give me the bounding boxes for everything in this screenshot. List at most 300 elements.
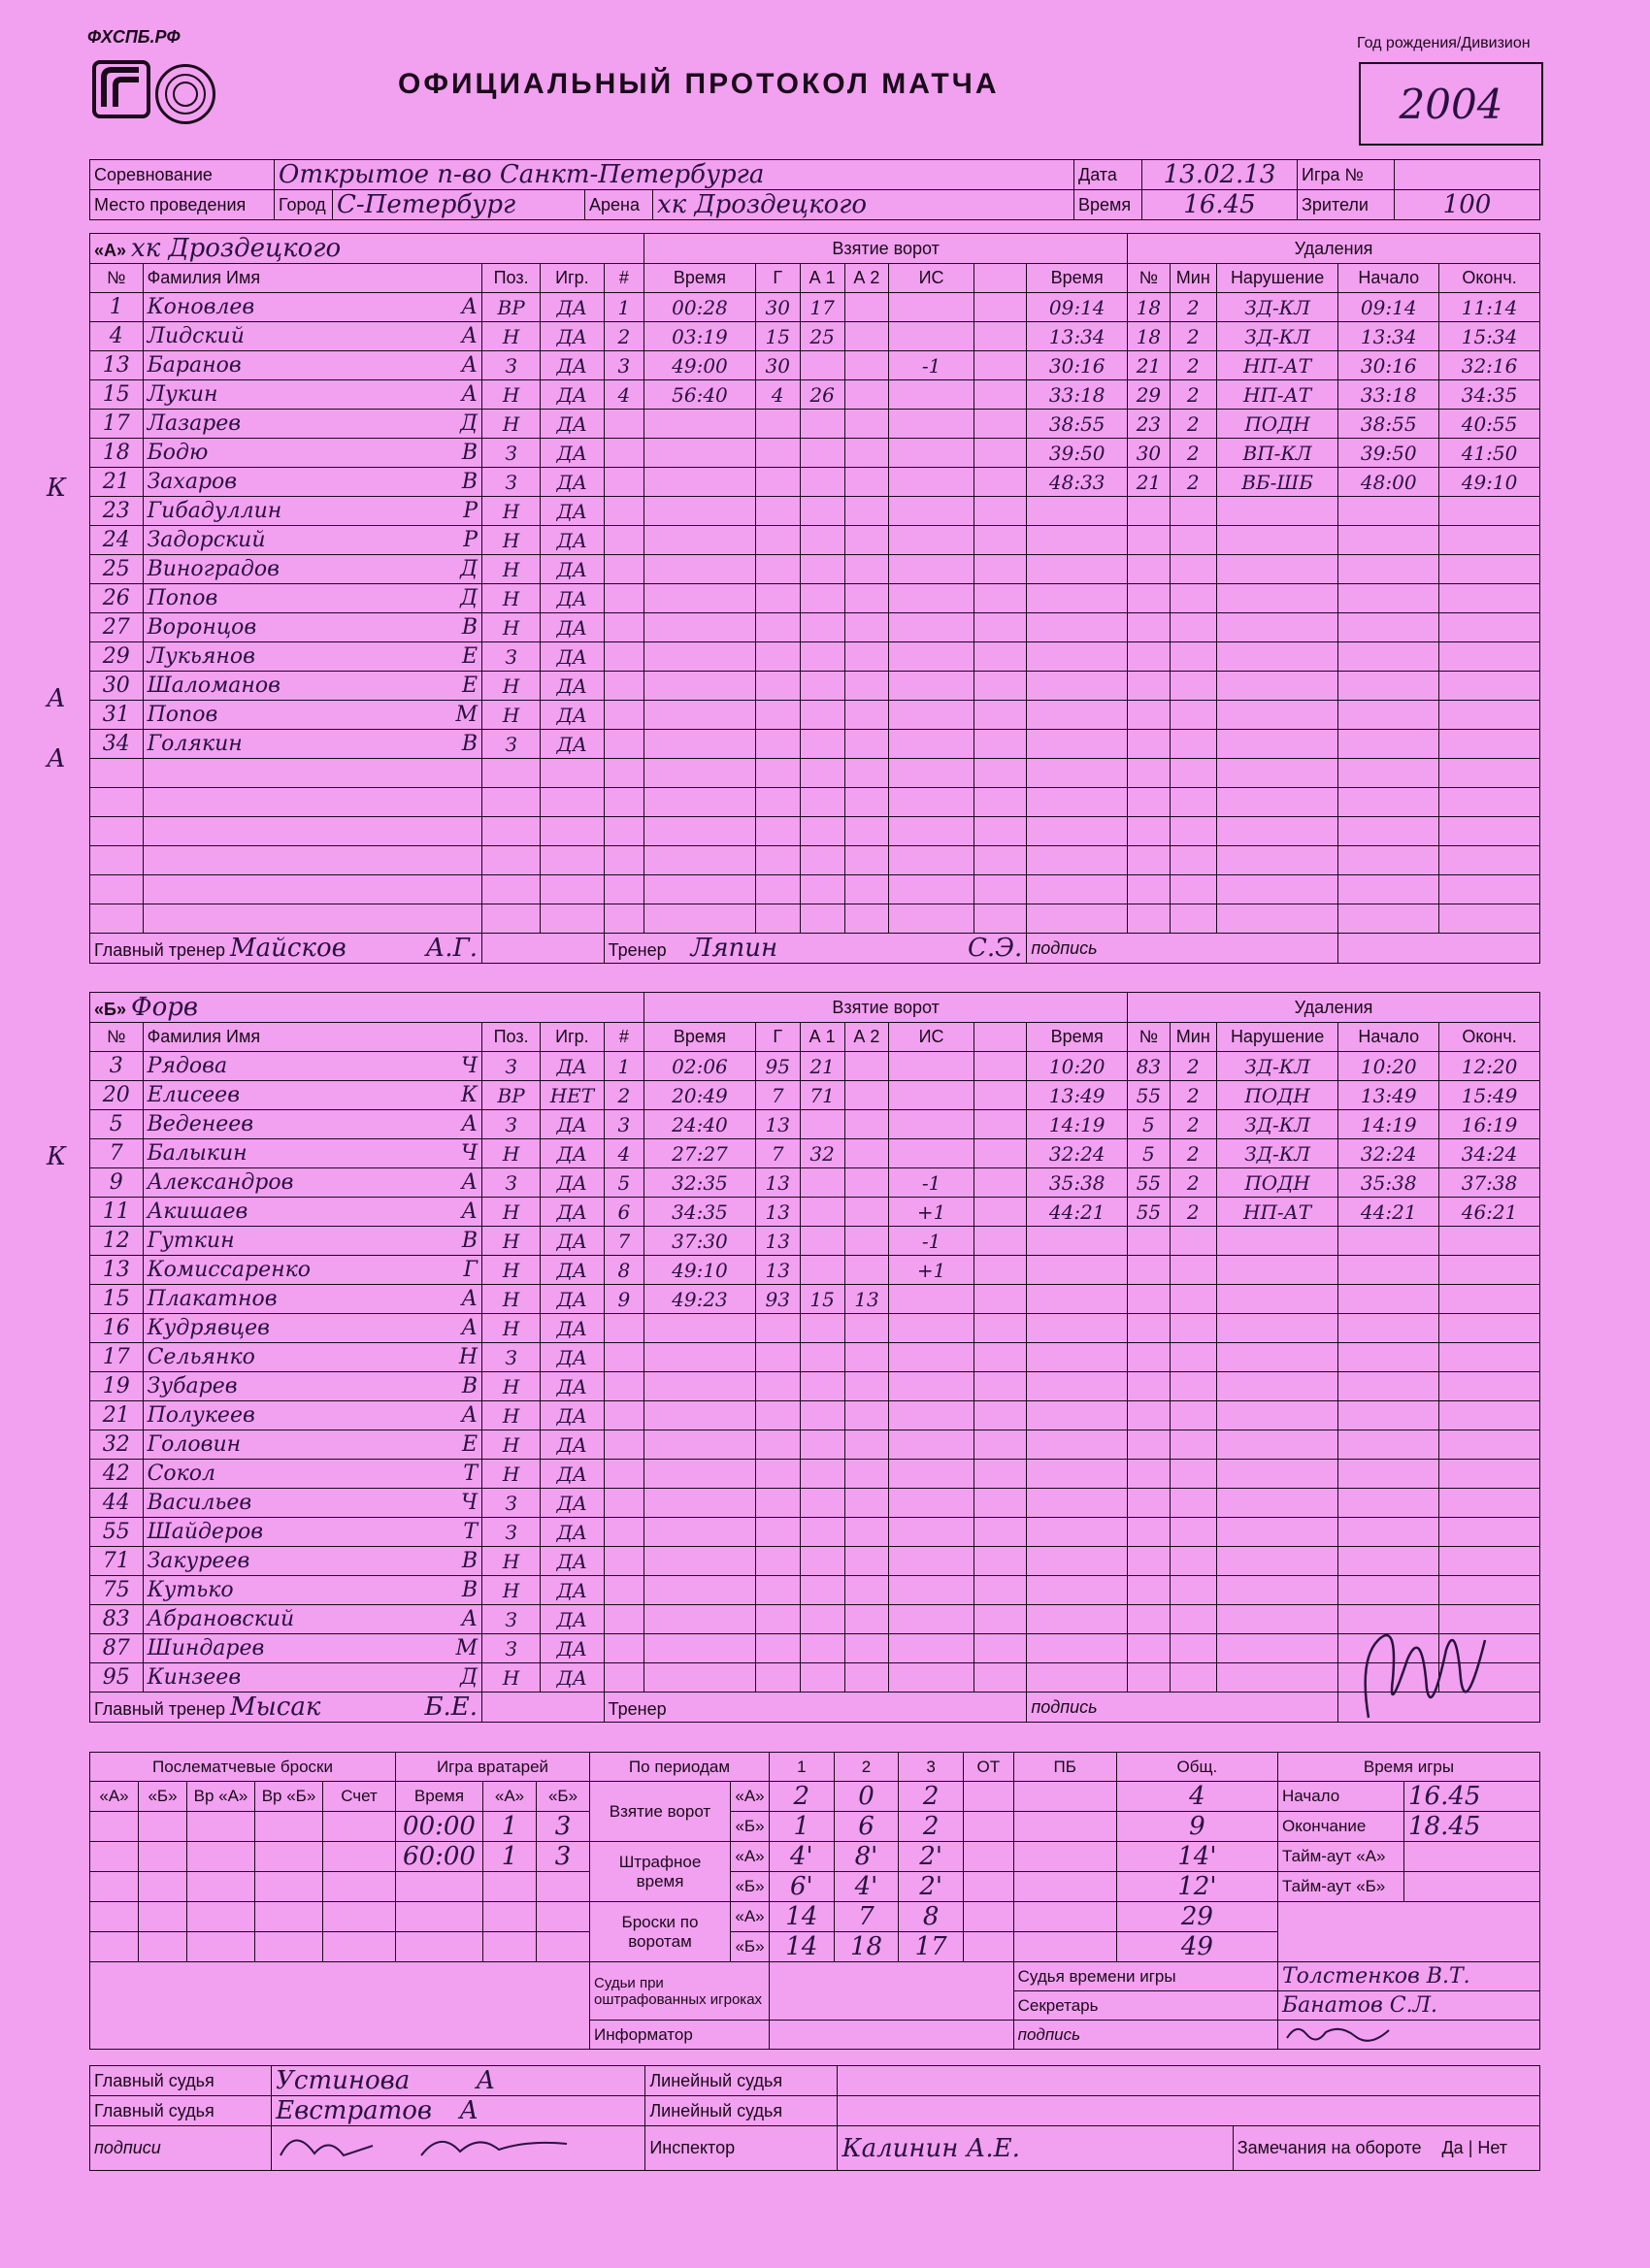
player-name-cell[interactable] — [143, 1460, 481, 1489]
goal-assist-2[interactable] — [844, 322, 889, 351]
player-number[interactable]: 71 — [90, 1547, 144, 1576]
goals-a-p3[interactable]: 2 — [899, 1782, 964, 1812]
inspector-field[interactable]: Калинин А.Е. — [838, 2126, 1233, 2171]
player-played[interactable]: ДА — [541, 672, 605, 701]
penalty-start[interactable]: 10:20 — [1338, 1052, 1439, 1081]
penalty-violation[interactable]: ВБ-ШБ — [1216, 468, 1338, 497]
line-ref-2-field[interactable] — [838, 2096, 1540, 2126]
player-number[interactable]: 95 — [90, 1663, 144, 1693]
player-played[interactable]: ДА — [541, 1547, 605, 1576]
goal-scorer[interactable]: 13 — [755, 1256, 800, 1285]
penalty-start[interactable]: 30:16 — [1338, 351, 1439, 380]
player-name-cell[interactable] — [143, 1139, 481, 1168]
pen-b-p1[interactable]: 6' — [770, 1872, 835, 1902]
penalty-end[interactable]: 15:34 — [1439, 322, 1540, 351]
goal-strength[interactable]: -1 — [889, 1227, 974, 1256]
goalie-row-time[interactable]: 00:00 — [396, 1812, 483, 1842]
player-number[interactable]: 15 — [90, 380, 144, 410]
goal-assist-1[interactable]: 15 — [800, 1285, 844, 1314]
player-number[interactable]: 19 — [90, 1372, 144, 1401]
player-name-cell[interactable] — [143, 497, 481, 526]
player-number[interactable]: 1 — [90, 293, 144, 322]
penalty-start[interactable]: 44:21 — [1338, 1198, 1439, 1227]
player-played[interactable]: ДА — [541, 1518, 605, 1547]
player-number[interactable]: 32 — [90, 1430, 144, 1460]
goal-scorer[interactable]: 95 — [755, 1052, 800, 1081]
goal-time[interactable]: 32:35 — [644, 1168, 756, 1198]
player-number[interactable]: 13 — [90, 1256, 144, 1285]
goal-assist-2[interactable] — [844, 1081, 889, 1110]
team-name-field[interactable]: хк Дроздецкого — [131, 234, 342, 263]
penalty-time[interactable]: 39:50 — [1027, 439, 1128, 468]
player-played[interactable]: ДА — [541, 1227, 605, 1256]
goal-time[interactable]: 49:23 — [644, 1285, 756, 1314]
player-position[interactable]: Н — [482, 410, 541, 439]
goal-index[interactable]: 2 — [604, 1081, 644, 1110]
player-name-cell[interactable] — [143, 410, 481, 439]
pen-a-pb[interactable] — [1013, 1842, 1116, 1872]
player-position[interactable]: Н — [482, 1576, 541, 1605]
timekeeper-field[interactable]: Толстенков В.Т. — [1278, 1962, 1540, 1991]
player-number[interactable]: 23 — [90, 497, 144, 526]
player-position[interactable]: Н — [482, 497, 541, 526]
player-number[interactable]: 42 — [90, 1460, 144, 1489]
goal-time[interactable]: 27:27 — [644, 1139, 756, 1168]
penalty-time[interactable]: 30:16 — [1027, 351, 1128, 380]
goal-assist-2[interactable] — [844, 1198, 889, 1227]
goals-b-pb[interactable] — [1013, 1812, 1116, 1842]
line-ref-1-field[interactable] — [838, 2066, 1540, 2096]
goal-assist-2[interactable] — [844, 1110, 889, 1139]
player-name-cell[interactable] — [143, 322, 481, 351]
goals-b-ot[interactable] — [963, 1812, 1013, 1842]
player-position[interactable]: З — [482, 1634, 541, 1663]
penalty-end[interactable]: 32:16 — [1439, 351, 1540, 380]
goal-index[interactable]: 5 — [604, 1168, 644, 1198]
goal-index[interactable]: 3 — [604, 1110, 644, 1139]
player-position[interactable]: Н — [482, 1401, 541, 1430]
game-number-field[interactable] — [1395, 160, 1540, 190]
goal-strength[interactable] — [889, 1139, 974, 1168]
player-number[interactable]: 18 — [90, 439, 144, 468]
penalty-violation[interactable]: ВП-КЛ — [1216, 439, 1338, 468]
player-position[interactable]: З — [482, 468, 541, 497]
goals-a-total[interactable]: 4 — [1116, 1782, 1277, 1812]
penalty-player[interactable]: 29 — [1128, 380, 1171, 410]
penalty-time[interactable]: 10:20 — [1027, 1052, 1128, 1081]
player-played[interactable]: ДА — [541, 1663, 605, 1693]
penalty-minutes[interactable]: 2 — [1170, 1168, 1216, 1198]
timeout-b-field[interactable] — [1404, 1872, 1540, 1902]
player-number[interactable]: 17 — [90, 410, 144, 439]
player-position[interactable]: Н — [482, 555, 541, 584]
penalty-time[interactable]: 33:18 — [1027, 380, 1128, 410]
player-position[interactable]: Н — [482, 322, 541, 351]
coach-signature-field[interactable] — [1338, 934, 1540, 964]
penalty-violation[interactable]: ЗД-КЛ — [1216, 1139, 1338, 1168]
goal-assist-1[interactable] — [800, 351, 844, 380]
shots-a-pb[interactable] — [1013, 1902, 1116, 1932]
player-played[interactable]: НЕТ — [541, 1081, 605, 1110]
player-position[interactable]: З — [482, 1168, 541, 1198]
penalty-minutes[interactable]: 2 — [1170, 351, 1216, 380]
penalty-end[interactable]: 46:21 — [1439, 1198, 1540, 1227]
penalty-minutes[interactable]: 2 — [1170, 1198, 1216, 1227]
player-name-cell[interactable] — [143, 1489, 481, 1518]
pen-b-p3[interactable]: 2' — [899, 1872, 964, 1902]
player-position[interactable]: Н — [482, 1139, 541, 1168]
player-played[interactable]: ДА — [541, 1634, 605, 1663]
penalty-player[interactable]: 18 — [1128, 322, 1171, 351]
goal-assist-1[interactable] — [800, 1256, 844, 1285]
penalty-time[interactable]: 13:34 — [1027, 322, 1128, 351]
player-position[interactable]: Н — [482, 1227, 541, 1256]
player-played[interactable]: ДА — [541, 322, 605, 351]
player-name-cell[interactable] — [143, 1663, 481, 1693]
goal-assist-1[interactable] — [800, 1168, 844, 1198]
goal-strength[interactable]: +1 — [889, 1198, 974, 1227]
penalty-player[interactable]: 23 — [1128, 410, 1171, 439]
player-name-cell[interactable] — [143, 1168, 481, 1198]
head-ref-2-field[interactable] — [272, 2096, 645, 2126]
penalty-end[interactable]: 12:20 — [1439, 1052, 1540, 1081]
goal-strength[interactable] — [889, 293, 974, 322]
goalie-row-time[interactable]: 60:00 — [396, 1842, 483, 1872]
goal-scorer[interactable]: 7 — [755, 1081, 800, 1110]
goal-assist-1[interactable] — [800, 1227, 844, 1256]
goal-assist-1[interactable] — [800, 1110, 844, 1139]
goal-scorer[interactable]: 13 — [755, 1198, 800, 1227]
player-played[interactable]: ДА — [541, 1198, 605, 1227]
player-number[interactable]: 87 — [90, 1634, 144, 1663]
penalty-start[interactable]: 13:49 — [1338, 1081, 1439, 1110]
goal-assist-2[interactable] — [844, 380, 889, 410]
goal-index[interactable]: 2 — [604, 322, 644, 351]
player-number[interactable]: 12 — [90, 1227, 144, 1256]
player-position[interactable]: Н — [482, 1314, 541, 1343]
player-name-cell[interactable] — [143, 1110, 481, 1139]
goal-assist-2[interactable] — [844, 1052, 889, 1081]
timeout-a-field[interactable] — [1404, 1842, 1540, 1872]
division-value[interactable]: 2004 — [1359, 62, 1543, 146]
goal-strength[interactable] — [889, 1285, 974, 1314]
player-played[interactable]: ДА — [541, 468, 605, 497]
player-name-cell[interactable] — [143, 555, 481, 584]
goalie-row-b[interactable]: 3 — [537, 1842, 590, 1872]
penalty-violation[interactable]: ПОДН — [1216, 1081, 1338, 1110]
penalty-minutes[interactable]: 2 — [1170, 1081, 1216, 1110]
goal-index[interactable]: 1 — [604, 1052, 644, 1081]
penalty-end[interactable]: 34:24 — [1439, 1139, 1540, 1168]
player-name-cell[interactable] — [143, 584, 481, 613]
player-position[interactable]: Н — [482, 380, 541, 410]
player-played[interactable]: ДА — [541, 1372, 605, 1401]
shots-b-p1[interactable]: 14 — [770, 1932, 835, 1962]
player-played[interactable]: ДА — [541, 439, 605, 468]
penalty-violation[interactable]: ЗД-КЛ — [1216, 1052, 1338, 1081]
player-name-cell[interactable] — [143, 1227, 481, 1256]
player-played[interactable]: ДА — [541, 1110, 605, 1139]
player-played[interactable]: ДА — [541, 1343, 605, 1372]
penalty-start[interactable]: 09:14 — [1338, 293, 1439, 322]
goal-time[interactable]: 49:00 — [644, 351, 756, 380]
player-name-cell[interactable] — [143, 351, 481, 380]
player-position[interactable]: Н — [482, 672, 541, 701]
player-position[interactable]: З — [482, 1605, 541, 1634]
goal-scorer[interactable]: 4 — [755, 380, 800, 410]
penalty-player[interactable]: 55 — [1128, 1168, 1171, 1198]
player-name-cell[interactable] — [143, 439, 481, 468]
player-played[interactable]: ДА — [541, 584, 605, 613]
date-field[interactable]: 13.02.13 — [1142, 160, 1298, 190]
player-number[interactable]: 7 — [90, 1139, 144, 1168]
goal-time[interactable]: 00:28 — [644, 293, 756, 322]
player-number[interactable]: 55 — [90, 1518, 144, 1547]
player-name-cell[interactable] — [143, 1401, 481, 1430]
player-position[interactable]: Н — [482, 1198, 541, 1227]
player-played[interactable]: ДА — [541, 1285, 605, 1314]
goal-scorer[interactable]: 13 — [755, 1168, 800, 1198]
player-played[interactable]: ДА — [541, 380, 605, 410]
goal-scorer[interactable]: 30 — [755, 351, 800, 380]
pen-a-ot[interactable] — [963, 1842, 1013, 1872]
goal-assist-2[interactable] — [844, 1168, 889, 1198]
goal-assist-2[interactable] — [844, 1139, 889, 1168]
player-number[interactable]: 29 — [90, 642, 144, 672]
shots-a-ot[interactable] — [963, 1902, 1013, 1932]
goal-assist-2[interactable] — [844, 1256, 889, 1285]
goal-index[interactable]: 1 — [604, 293, 644, 322]
goals-a-ot[interactable] — [963, 1782, 1013, 1812]
penalty-time[interactable]: 09:14 — [1027, 293, 1128, 322]
player-name-cell[interactable] — [143, 1518, 481, 1547]
penalty-violation[interactable]: ПОДН — [1216, 1168, 1338, 1198]
player-played[interactable]: ДА — [541, 730, 605, 759]
player-name-cell[interactable] — [143, 613, 481, 642]
goal-assist-1[interactable]: 26 — [800, 380, 844, 410]
player-name-cell[interactable] — [143, 1198, 481, 1227]
player-number[interactable]: 30 — [90, 672, 144, 701]
goal-assist-1[interactable]: 25 — [800, 322, 844, 351]
penalty-minutes[interactable]: 2 — [1170, 1052, 1216, 1081]
penalty-start[interactable]: 33:18 — [1338, 380, 1439, 410]
player-name-cell[interactable] — [143, 1430, 481, 1460]
player-position[interactable]: Н — [482, 701, 541, 730]
goalie-row-a[interactable]: 1 — [483, 1842, 537, 1872]
goalie-row-a[interactable]: 1 — [483, 1812, 537, 1842]
goal-scorer[interactable]: 93 — [755, 1285, 800, 1314]
penalty-start[interactable]: 14:19 — [1338, 1110, 1439, 1139]
shots-b-ot[interactable] — [963, 1932, 1013, 1962]
pen-a-p2[interactable]: 8' — [834, 1842, 899, 1872]
player-name-cell[interactable] — [143, 1314, 481, 1343]
goal-index[interactable]: 8 — [604, 1256, 644, 1285]
penalty-player[interactable]: 21 — [1128, 351, 1171, 380]
goal-strength[interactable] — [889, 1081, 974, 1110]
goals-a-p1[interactable]: 2 — [770, 1782, 835, 1812]
player-number[interactable]: 5 — [90, 1110, 144, 1139]
player-played[interactable]: ДА — [541, 1401, 605, 1430]
player-played[interactable]: ДА — [541, 642, 605, 672]
player-number[interactable]: 13 — [90, 351, 144, 380]
player-name-cell[interactable] — [143, 730, 481, 759]
player-name-cell[interactable] — [143, 380, 481, 410]
goal-scorer[interactable]: 7 — [755, 1139, 800, 1168]
head-coach-name[interactable]: Мысак — [230, 1693, 321, 1722]
player-number[interactable]: 17 — [90, 1343, 144, 1372]
player-number[interactable]: 25 — [90, 555, 144, 584]
penalty-minutes[interactable]: 2 — [1170, 410, 1216, 439]
penalty-violation[interactable]: НП-АТ — [1216, 1198, 1338, 1227]
player-played[interactable]: ДА — [541, 613, 605, 642]
player-name-cell[interactable] — [143, 1256, 481, 1285]
goals-b-total[interactable]: 9 — [1116, 1812, 1277, 1842]
penalty-time[interactable]: 35:38 — [1027, 1168, 1128, 1198]
player-position[interactable]: Н — [482, 1285, 541, 1314]
player-name-cell[interactable] — [143, 526, 481, 555]
player-position[interactable]: Н — [482, 526, 541, 555]
player-position[interactable]: Н — [482, 1372, 541, 1401]
player-played[interactable]: ДА — [541, 410, 605, 439]
penalty-minutes[interactable]: 2 — [1170, 1139, 1216, 1168]
team-name-field[interactable]: Форв — [130, 993, 198, 1022]
player-played[interactable]: ДА — [541, 1052, 605, 1081]
penalty-start[interactable]: 13:34 — [1338, 322, 1439, 351]
player-number[interactable]: 34 — [90, 730, 144, 759]
player-name-cell[interactable] — [143, 1605, 481, 1634]
goal-strength[interactable] — [889, 1052, 974, 1081]
player-number[interactable]: 27 — [90, 613, 144, 642]
penalty-minutes[interactable]: 2 — [1170, 322, 1216, 351]
player-number[interactable]: 21 — [90, 468, 144, 497]
player-name-cell[interactable] — [143, 1634, 481, 1663]
player-position[interactable]: Н — [482, 1547, 541, 1576]
player-name-cell[interactable] — [143, 1372, 481, 1401]
player-name-cell[interactable] — [143, 1576, 481, 1605]
goal-assist-1[interactable]: 32 — [800, 1139, 844, 1168]
goal-assist-2[interactable]: 13 — [844, 1285, 889, 1314]
pen-a-total[interactable]: 14' — [1116, 1842, 1277, 1872]
penalty-start[interactable]: 35:38 — [1338, 1168, 1439, 1198]
goal-time[interactable]: 34:35 — [644, 1198, 756, 1227]
goal-index[interactable]: 4 — [604, 380, 644, 410]
penalty-player[interactable]: 55 — [1128, 1198, 1171, 1227]
player-position[interactable]: Н — [482, 613, 541, 642]
goals-a-p2[interactable]: 0 — [834, 1782, 899, 1812]
player-played[interactable]: ДА — [541, 526, 605, 555]
pen-b-ot[interactable] — [963, 1872, 1013, 1902]
informator-field[interactable] — [770, 2021, 1014, 2050]
shots-b-total[interactable]: 49 — [1116, 1932, 1277, 1962]
player-position[interactable]: Н — [482, 1663, 541, 1693]
penalty-time[interactable]: 38:55 — [1027, 410, 1128, 439]
head-ref-1-field[interactable] — [272, 2066, 645, 2096]
goal-strength[interactable] — [889, 380, 974, 410]
player-played[interactable]: ДА — [541, 701, 605, 730]
player-name-cell[interactable] — [143, 1343, 481, 1372]
remarks-yes[interactable]: Да — [1441, 2138, 1464, 2157]
player-played[interactable]: ДА — [541, 497, 605, 526]
city-field[interactable]: С-Петербург — [333, 190, 585, 220]
player-number[interactable]: 20 — [90, 1081, 144, 1110]
player-position[interactable]: З — [482, 351, 541, 380]
goal-strength[interactable]: -1 — [889, 351, 974, 380]
penalty-player[interactable]: 55 — [1128, 1081, 1171, 1110]
penalty-violation[interactable]: ЗД-КЛ — [1216, 293, 1338, 322]
penalty-time[interactable]: 44:21 — [1027, 1198, 1128, 1227]
secretary-field[interactable]: Банатов С.Л. — [1278, 1991, 1540, 2021]
goal-scorer[interactable]: 13 — [755, 1110, 800, 1139]
penalty-start[interactable]: 32:24 — [1338, 1139, 1439, 1168]
penalty-violation[interactable]: НП-АТ — [1216, 380, 1338, 410]
goals-b-p3[interactable]: 2 — [899, 1812, 964, 1842]
penalty-player[interactable]: 83 — [1128, 1052, 1171, 1081]
player-played[interactable]: ДА — [541, 555, 605, 584]
player-position[interactable]: З — [482, 439, 541, 468]
penalty-end[interactable]: 41:50 — [1439, 439, 1540, 468]
goal-strength[interactable] — [889, 322, 974, 351]
player-played[interactable]: ДА — [541, 1605, 605, 1634]
player-played[interactable]: ДА — [541, 1139, 605, 1168]
goal-strength[interactable]: -1 — [889, 1168, 974, 1198]
penalty-start[interactable]: 48:00 — [1338, 468, 1439, 497]
remarks-no[interactable]: Нет — [1477, 2138, 1508, 2157]
player-played[interactable]: ДА — [541, 1314, 605, 1343]
penalty-violation[interactable]: ПОДН — [1216, 410, 1338, 439]
penalty-end[interactable]: 40:55 — [1439, 410, 1540, 439]
player-position[interactable]: ВР — [482, 1081, 541, 1110]
goal-scorer[interactable]: 30 — [755, 293, 800, 322]
goals-b-p2[interactable]: 6 — [834, 1812, 899, 1842]
player-position[interactable]: Н — [482, 1256, 541, 1285]
player-played[interactable]: ДА — [541, 1168, 605, 1198]
secretary-signature-field[interactable] — [1278, 2021, 1540, 2050]
goal-index[interactable]: 9 — [604, 1285, 644, 1314]
player-position[interactable]: З — [482, 1052, 541, 1081]
penalty-start[interactable]: 38:55 — [1338, 410, 1439, 439]
player-name-cell[interactable] — [143, 701, 481, 730]
player-position[interactable]: Н — [482, 584, 541, 613]
penalty-judges-field[interactable] — [770, 1962, 1014, 2021]
shots-a-p1[interactable]: 14 — [770, 1902, 835, 1932]
goal-assist-2[interactable] — [844, 293, 889, 322]
player-number[interactable]: 9 — [90, 1168, 144, 1198]
player-name-cell[interactable] — [143, 1285, 481, 1314]
penalty-minutes[interactable]: 2 — [1170, 1110, 1216, 1139]
shots-b-pb[interactable] — [1013, 1932, 1116, 1962]
pen-b-pb[interactable] — [1013, 1872, 1116, 1902]
player-name-cell[interactable] — [143, 1081, 481, 1110]
player-number[interactable]: 11 — [90, 1198, 144, 1227]
goal-time[interactable]: 56:40 — [644, 380, 756, 410]
shots-a-p3[interactable]: 8 — [899, 1902, 964, 1932]
player-number[interactable]: 31 — [90, 701, 144, 730]
goalie-row-b[interactable]: 3 — [537, 1812, 590, 1842]
pen-b-total[interactable]: 12' — [1116, 1872, 1277, 1902]
penalty-player[interactable]: 30 — [1128, 439, 1171, 468]
penalty-end[interactable]: 49:10 — [1439, 468, 1540, 497]
head-coach-name[interactable]: Майсков — [230, 934, 346, 963]
shots-a-total[interactable]: 29 — [1116, 1902, 1277, 1932]
penalty-violation[interactable]: ЗД-КЛ — [1216, 1110, 1338, 1139]
penalty-end[interactable]: 15:49 — [1439, 1081, 1540, 1110]
pen-a-p1[interactable]: 4' — [770, 1842, 835, 1872]
player-played[interactable]: ДА — [541, 1576, 605, 1605]
penalty-player[interactable]: 18 — [1128, 293, 1171, 322]
penalty-violation[interactable]: ЗД-КЛ — [1216, 322, 1338, 351]
player-number[interactable]: 15 — [90, 1285, 144, 1314]
player-number[interactable]: 4 — [90, 322, 144, 351]
